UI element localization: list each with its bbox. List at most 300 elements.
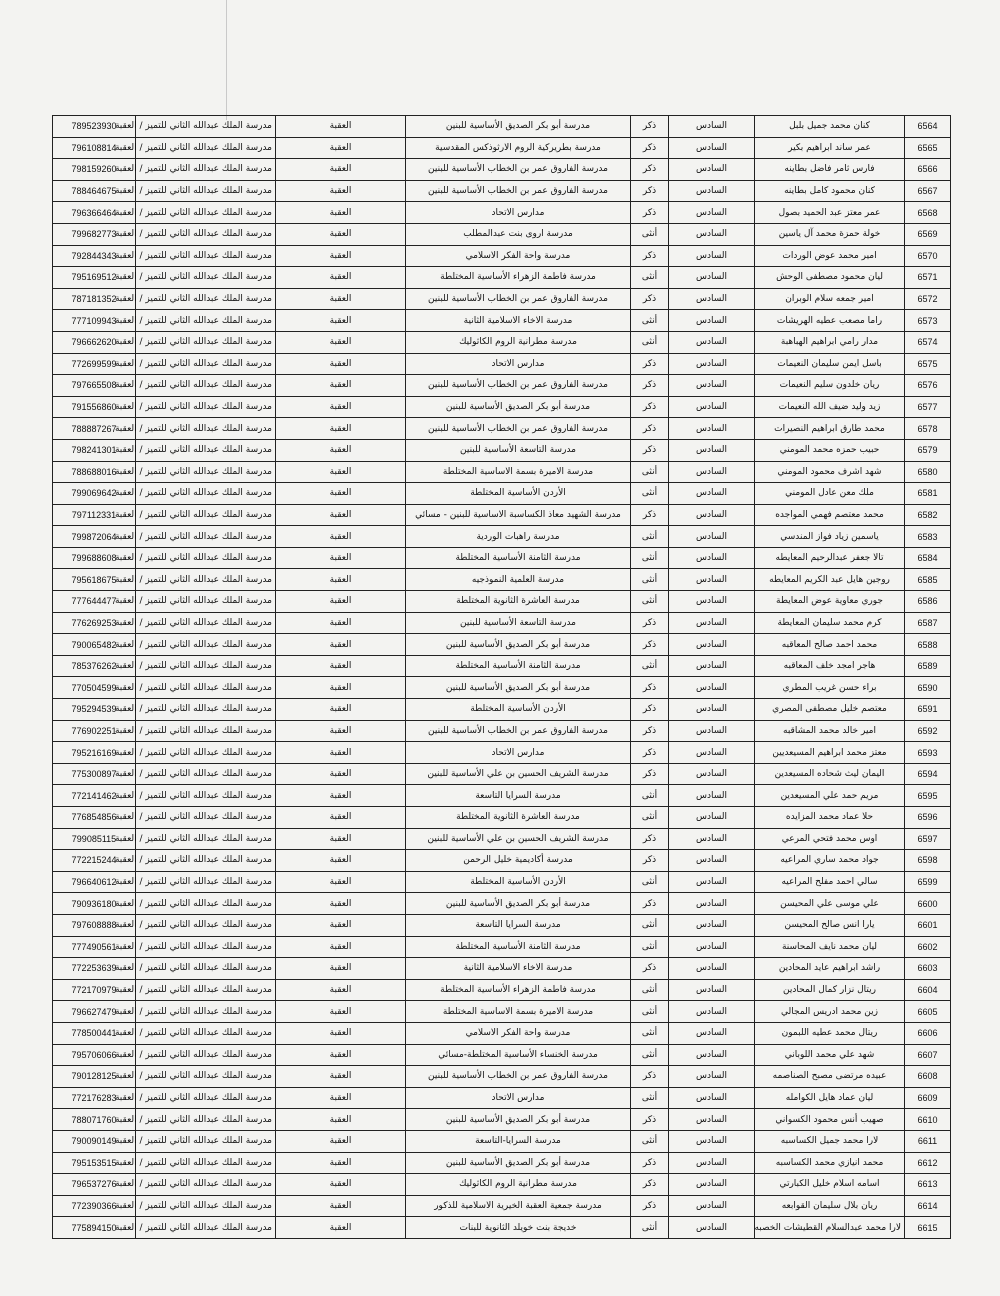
exam-center-cell: مدرسة الملك عبدالله الثاني للتميز / العقبة	[136, 871, 276, 893]
student-id-cell: 6594	[905, 763, 951, 785]
gender-cell: أنثى	[631, 936, 669, 958]
phone-cell: 772176283	[53, 1087, 136, 1109]
grade-cell: السادس	[669, 116, 755, 138]
city-cell: العقبة	[276, 699, 406, 721]
grade-cell: السادس	[669, 828, 755, 850]
school-cell: مدرسة التاسعة الأساسية للبنين	[406, 439, 631, 461]
student-name-cell: روجين هايل عبد الكريم المعايطه	[755, 569, 905, 591]
grade-cell: السادس	[669, 547, 755, 569]
school-cell: مدرسة السرايا التاسعة	[406, 785, 631, 807]
table-row	[53, 958, 951, 980]
exam-center-cell: مدرسة الملك عبدالله الثاني للتميز / العقبة	[136, 396, 276, 418]
student-id-cell: 6566	[905, 159, 951, 181]
gender-cell: أنثى	[631, 979, 669, 1001]
gender-cell: أنثى	[631, 1022, 669, 1044]
phone-cell: 790090149	[53, 1130, 136, 1152]
student-name-cell: معتز محمد ابراهيم المسيعديين	[755, 742, 905, 764]
city-cell: العقبة	[276, 1044, 406, 1066]
student-name-cell: مدار رامي ابراهيم الهباهبة	[755, 331, 905, 353]
student-name-cell: محمد معتصم فهمي المواجده	[755, 504, 905, 526]
exam-center-cell: مدرسة الملك عبدالله الثاني للتميز / العقبة	[136, 267, 276, 289]
gender-cell: ذكر	[631, 828, 669, 850]
grade-cell: السادس	[669, 1217, 755, 1239]
school-cell: مدرسة أبو بكر الصديق الأساسية للبنين	[406, 893, 631, 915]
student-id-cell: 6588	[905, 634, 951, 656]
gender-cell: ذكر	[631, 202, 669, 224]
phone-cell: 796108814	[53, 137, 136, 159]
grade-cell: السادس	[669, 180, 755, 202]
school-cell: مدرسة الفاروق عمر بن الخطاب الأساسية للبنين	[406, 720, 631, 742]
grade-cell: السادس	[669, 763, 755, 785]
city-cell: العقبة	[276, 418, 406, 440]
grade-cell: السادس	[669, 461, 755, 483]
gender-cell: ذكر	[631, 1066, 669, 1088]
exam-center-cell: مدرسة الملك عبدالله الثاني للتميز / العقبة	[136, 936, 276, 958]
grade-cell: السادس	[669, 850, 755, 872]
student-name-cell: خولة حمزة محمد آل ياسين	[755, 223, 905, 245]
student-name-cell: يارا انس صالح المحيسن	[755, 914, 905, 936]
table-row	[53, 418, 951, 440]
grade-cell: السادس	[669, 310, 755, 332]
table-row	[53, 1044, 951, 1066]
grade-cell: السادس	[669, 396, 755, 418]
exam-center-cell: مدرسة الملك عبدالله الثاني للتميز / العقبة	[136, 288, 276, 310]
table-row	[53, 612, 951, 634]
phone-cell: 772699599	[53, 353, 136, 375]
exam-center-cell: مدرسة الملك عبدالله الثاني للتميز / العقبة	[136, 116, 276, 138]
student-name-cell: ريان بلال سليمان القوابعه	[755, 1195, 905, 1217]
phone-cell: 790065482	[53, 634, 136, 656]
table-row	[53, 439, 951, 461]
student-name-cell: امير محمد عوض الوردات	[755, 245, 905, 267]
table-row	[53, 137, 951, 159]
table-row	[53, 936, 951, 958]
gender-cell: ذكر	[631, 137, 669, 159]
student-name-cell: هاجر امجد خلف المعاقبه	[755, 655, 905, 677]
city-cell: العقبة	[276, 677, 406, 699]
table-row	[53, 202, 951, 224]
grade-cell: السادس	[669, 245, 755, 267]
table-row	[53, 1130, 951, 1152]
table-row	[53, 245, 951, 267]
phone-cell: 799872064	[53, 526, 136, 548]
city-cell: العقبة	[276, 936, 406, 958]
exam-center-cell: مدرسة الملك عبدالله الثاني للتميز / العقبة	[136, 591, 276, 613]
grade-cell: السادس	[669, 483, 755, 505]
city-cell: العقبة	[276, 1022, 406, 1044]
student-name-cell: باسل ايمن سليمان النعيمات	[755, 353, 905, 375]
student-id-cell: 6582	[905, 504, 951, 526]
student-id-cell: 6579	[905, 439, 951, 461]
student-name-cell: ريان خلدون سليم النعيمات	[755, 375, 905, 397]
phone-cell: 799688608	[53, 547, 136, 569]
gender-cell: ذكر	[631, 180, 669, 202]
table-row	[53, 116, 951, 138]
phone-cell: 797112331	[53, 504, 136, 526]
school-cell: مدرسة الاميرة بسمة الاساسية المختلطة	[406, 1001, 631, 1023]
exam-center-cell: مدرسة الملك عبدالله الثاني للتميز / العقبة	[136, 958, 276, 980]
phone-cell: 790936180	[53, 893, 136, 915]
table-row	[53, 1152, 951, 1174]
table-row	[53, 569, 951, 591]
grade-cell: السادس	[669, 331, 755, 353]
student-id-cell: 6586	[905, 591, 951, 613]
school-cell: مدرسة الاميرة بسمة الاساسية المختلطة	[406, 461, 631, 483]
exam-center-cell: مدرسة الملك عبدالله الثاني للتميز / العقبة	[136, 202, 276, 224]
city-cell: العقبة	[276, 1130, 406, 1152]
exam-center-cell: مدرسة الملك عبدالله الثاني للتميز / العقبة	[136, 850, 276, 872]
city-cell: العقبة	[276, 159, 406, 181]
exam-center-cell: مدرسة الملك عبدالله الثاني للتميز / العقبة	[136, 461, 276, 483]
school-cell: مدرسة الشهيد معاذ الكساسبة الاساسية للبنين - مسائي	[406, 504, 631, 526]
student-id-cell: 6569	[905, 223, 951, 245]
exam-center-cell: مدرسة الملك عبدالله الثاني للتميز / العقبة	[136, 569, 276, 591]
exam-center-cell: مدرسة الملك عبدالله الثاني للتميز / العقبة	[136, 137, 276, 159]
city-cell: العقبة	[276, 526, 406, 548]
grade-cell: السادس	[669, 979, 755, 1001]
phone-cell: 778500441	[53, 1022, 136, 1044]
city-cell: العقبة	[276, 1087, 406, 1109]
table-row	[53, 828, 951, 850]
grade-cell: السادس	[669, 1001, 755, 1023]
city-cell: العقبة	[276, 1152, 406, 1174]
gender-cell: أنثى	[631, 1001, 669, 1023]
phone-cell: 789523930	[53, 116, 136, 138]
phone-cell: 795294539	[53, 699, 136, 721]
exam-center-cell: مدرسة الملك عبدالله الثاني للتميز / العقبة	[136, 353, 276, 375]
grade-cell: السادس	[669, 418, 755, 440]
city-cell: العقبة	[276, 375, 406, 397]
student-id-cell: 6593	[905, 742, 951, 764]
city-cell: العقبة	[276, 245, 406, 267]
exam-center-cell: مدرسة الملك عبدالله الثاني للتميز / العقبة	[136, 547, 276, 569]
city-cell: العقبة	[276, 331, 406, 353]
phone-cell: 796366464	[53, 202, 136, 224]
exam-center-cell: مدرسة الملك عبدالله الثاني للتميز / العقبة	[136, 1066, 276, 1088]
table-row	[53, 461, 951, 483]
gender-cell: أنثى	[631, 1087, 669, 1109]
table-row	[53, 591, 951, 613]
grade-cell: السادس	[669, 1130, 755, 1152]
table-body	[53, 116, 951, 1239]
student-name-cell: براء حسن غريب المطري	[755, 677, 905, 699]
city-cell: العقبة	[276, 267, 406, 289]
city-cell: العقبة	[276, 807, 406, 829]
table-row	[53, 1195, 951, 1217]
school-cell: مدرسة الفاروق عمر بن الخطاب الأساسية للبنين	[406, 375, 631, 397]
school-cell: مدرسة أبو بكر الصديق الأساسية للبنين	[406, 1152, 631, 1174]
school-cell: مدرسة السرايا التاسعة	[406, 914, 631, 936]
table-row	[53, 1001, 951, 1023]
table-row	[53, 763, 951, 785]
gender-cell: أنثى	[631, 223, 669, 245]
grade-cell: السادس	[669, 699, 755, 721]
table-row	[53, 634, 951, 656]
gender-cell: أنثى	[631, 785, 669, 807]
table-row	[53, 1174, 951, 1196]
school-cell: مدرسة الاخاء الاسلامية الثانية	[406, 958, 631, 980]
grade-cell: السادس	[669, 202, 755, 224]
city-cell: العقبة	[276, 483, 406, 505]
school-cell: مدرسة أبو بكر الصديق الأساسية للبنين	[406, 116, 631, 138]
student-id-cell: 6577	[905, 396, 951, 418]
city-cell: العقبة	[276, 1066, 406, 1088]
student-id-cell: 6609	[905, 1087, 951, 1109]
table-row	[53, 979, 951, 1001]
school-cell: الأردن الأساسية المختلطة	[406, 871, 631, 893]
phone-cell: 772390366	[53, 1195, 136, 1217]
gender-cell: ذكر	[631, 958, 669, 980]
phone-cell: 795216169	[53, 742, 136, 764]
table-row	[53, 914, 951, 936]
school-cell: مدارس الاتحاد	[406, 1087, 631, 1109]
city-cell: العقبة	[276, 1195, 406, 1217]
exam-center-cell: مدرسة الملك عبدالله الثاني للتميز / العقبة	[136, 655, 276, 677]
exam-center-cell: مدرسة الملك عبدالله الثاني للتميز / العقبة	[136, 979, 276, 1001]
student-id-cell: 6574	[905, 331, 951, 353]
phone-cell: 797665508	[53, 375, 136, 397]
school-cell: مدرسة الفاروق عمر بن الخطاب الأساسية للبنين	[406, 180, 631, 202]
student-name-cell: كرم محمد سليمان المعايطة	[755, 612, 905, 634]
city-cell: العقبة	[276, 591, 406, 613]
gender-cell: أنثى	[631, 310, 669, 332]
gender-cell: أنثى	[631, 1130, 669, 1152]
grade-cell: السادس	[669, 1087, 755, 1109]
phone-cell: 776902251	[53, 720, 136, 742]
student-id-cell: 6614	[905, 1195, 951, 1217]
table-row	[53, 396, 951, 418]
city-cell: العقبة	[276, 742, 406, 764]
grade-cell: السادس	[669, 526, 755, 548]
school-cell: مدرسة أبو بكر الصديق الأساسية للبنين	[406, 1109, 631, 1131]
grade-cell: السادس	[669, 914, 755, 936]
student-id-cell: 6589	[905, 655, 951, 677]
school-cell: مدرسة أكاديمية خليل الرحمن	[406, 850, 631, 872]
phone-cell: 799085115	[53, 828, 136, 850]
student-name-cell: لارا محمد عبدالسلام القطيشات الخصبه	[755, 1217, 905, 1239]
gender-cell: أنثى	[631, 547, 669, 569]
table-row	[53, 547, 951, 569]
city-cell: العقبة	[276, 1217, 406, 1239]
phone-cell: 785376262	[53, 655, 136, 677]
city-cell: العقبة	[276, 310, 406, 332]
student-id-cell: 6572	[905, 288, 951, 310]
city-cell: العقبة	[276, 763, 406, 785]
gender-cell: ذكر	[631, 353, 669, 375]
student-name-cell: معتصم خليل مصطفى المصري	[755, 699, 905, 721]
gender-cell: ذكر	[631, 634, 669, 656]
city-cell: العقبة	[276, 116, 406, 138]
grade-cell: السادس	[669, 785, 755, 807]
student-id-cell: 6571	[905, 267, 951, 289]
grade-cell: السادس	[669, 1152, 755, 1174]
exam-center-cell: مدرسة الملك عبدالله الثاني للتميز / العقبة	[136, 699, 276, 721]
phone-cell: 777644477	[53, 591, 136, 613]
table-row	[53, 742, 951, 764]
school-cell: مدرسة الخنساء الأساسية المختلطة-مسائي	[406, 1044, 631, 1066]
exam-center-cell: مدرسة الملك عبدالله الثاني للتميز / العقبة	[136, 1044, 276, 1066]
table-row	[53, 1022, 951, 1044]
exam-center-cell: مدرسة الملك عبدالله الثاني للتميز / العقبة	[136, 742, 276, 764]
city-cell: العقبة	[276, 547, 406, 569]
gender-cell: أنثى	[631, 914, 669, 936]
table-row	[53, 331, 951, 353]
table-row	[53, 267, 951, 289]
student-name-cell: اسامه اسلام خليل الكبارتي	[755, 1174, 905, 1196]
school-cell: مدرسة التاسعة الأساسية للبنين	[406, 612, 631, 634]
city-cell: العقبة	[276, 1174, 406, 1196]
table-row	[53, 699, 951, 721]
grade-cell: السادس	[669, 504, 755, 526]
city-cell: العقبة	[276, 1001, 406, 1023]
student-id-cell: 6575	[905, 353, 951, 375]
student-list-sheet	[52, 115, 950, 1239]
grade-cell: السادس	[669, 1022, 755, 1044]
school-cell: مدرسة العاشرة الثانوية المختلطة	[406, 591, 631, 613]
school-cell: مدرسة اروى بنت عبدالمطلب	[406, 223, 631, 245]
phone-cell: 795169512	[53, 267, 136, 289]
gender-cell: ذكر	[631, 396, 669, 418]
student-id-cell: 6601	[905, 914, 951, 936]
exam-center-cell: مدرسة الملك عبدالله الثاني للتميز / العقبة	[136, 785, 276, 807]
grade-cell: السادس	[669, 612, 755, 634]
gender-cell: ذكر	[631, 375, 669, 397]
school-cell: مدارس الاتحاد	[406, 742, 631, 764]
phone-cell: 788071760	[53, 1109, 136, 1131]
table-row	[53, 1066, 951, 1088]
phone-cell: 788464675	[53, 180, 136, 202]
gender-cell: ذكر	[631, 1195, 669, 1217]
gender-cell: أنثى	[631, 569, 669, 591]
school-cell: مدرسة الفاروق عمر بن الخطاب الأساسية للبنين	[406, 288, 631, 310]
student-id-cell: 6596	[905, 807, 951, 829]
student-name-cell: زين محمد ادريس المجالي	[755, 1001, 905, 1023]
gender-cell: أنثى	[631, 267, 669, 289]
table-row	[53, 159, 951, 181]
school-cell: مدرسة أبو بكر الصديق الأساسية للبنين	[406, 677, 631, 699]
city-cell: العقبة	[276, 137, 406, 159]
student-id-cell: 6607	[905, 1044, 951, 1066]
phone-cell: 796627479	[53, 1001, 136, 1023]
phone-cell: 776854856	[53, 807, 136, 829]
school-cell: مدرسة الثامنة الأساسية المختلطة	[406, 936, 631, 958]
table-row	[53, 223, 951, 245]
gender-cell: ذكر	[631, 1109, 669, 1131]
grade-cell: السادس	[669, 1174, 755, 1196]
grade-cell: السادس	[669, 159, 755, 181]
table-row	[53, 375, 951, 397]
phone-cell: 787181352	[53, 288, 136, 310]
grade-cell: السادس	[669, 569, 755, 591]
grade-cell: السادس	[669, 807, 755, 829]
grade-cell: السادس	[669, 1109, 755, 1131]
gender-cell: ذكر	[631, 850, 669, 872]
city-cell: العقبة	[276, 612, 406, 634]
table-row	[53, 1087, 951, 1109]
phone-cell: 788688016	[53, 461, 136, 483]
table-row	[53, 180, 951, 202]
grade-cell: السادس	[669, 137, 755, 159]
gender-cell: أنثى	[631, 526, 669, 548]
grade-cell: السادس	[669, 871, 755, 893]
grade-cell: السادس	[669, 936, 755, 958]
table-row	[53, 893, 951, 915]
student-name-cell: علي موسى علي المحيسن	[755, 893, 905, 915]
school-cell: مدرسة بطريركية الروم الارثوذكس المقدسية	[406, 137, 631, 159]
student-name-cell: مريم حمد علي المسيعدين	[755, 785, 905, 807]
exam-center-cell: مدرسة الملك عبدالله الثاني للتميز / العقبة	[136, 375, 276, 397]
city-cell: العقبة	[276, 504, 406, 526]
student-id-cell: 6570	[905, 245, 951, 267]
phone-cell: 796662620	[53, 331, 136, 353]
student-name-cell: ياسمين زياد فواز المندسي	[755, 526, 905, 548]
student-name-cell: سالي احمد مفلح المراعيه	[755, 871, 905, 893]
exam-center-cell: مدرسة الملك عبدالله الثاني للتميز / العقبة	[136, 720, 276, 742]
student-id-cell: 6605	[905, 1001, 951, 1023]
table-row	[53, 1217, 951, 1239]
student-id-cell: 6604	[905, 979, 951, 1001]
phone-cell: 795153515	[53, 1152, 136, 1174]
student-name-cell: ريتال نزار كمال المحادين	[755, 979, 905, 1001]
school-cell: مدرسة العلمية النموذجيه	[406, 569, 631, 591]
student-name-cell: صهيب أنس محمود الكسواني	[755, 1109, 905, 1131]
student-name-cell: راما مصعب عطيه الهريشات	[755, 310, 905, 332]
student-name-cell: اوس محمد فتحي المرعي	[755, 828, 905, 850]
student-name-cell: ليان محمد نايف المحاسنة	[755, 936, 905, 958]
gender-cell: ذكر	[631, 504, 669, 526]
grade-cell: السادس	[669, 267, 755, 289]
phone-cell: 777109943	[53, 310, 136, 332]
city-cell: العقبة	[276, 439, 406, 461]
city-cell: العقبة	[276, 569, 406, 591]
city-cell: العقبة	[276, 634, 406, 656]
student-id-cell: 6615	[905, 1217, 951, 1239]
exam-center-cell: مدرسة الملك عبدالله الثاني للتميز / العقبة	[136, 418, 276, 440]
school-cell: مدرسة الفاروق عمر بن الخطاب الأساسية للبنين	[406, 418, 631, 440]
student-id-cell: 6610	[905, 1109, 951, 1131]
exam-center-cell: مدرسة الملك عبدالله الثاني للتميز / العقبة	[136, 1001, 276, 1023]
city-cell: العقبة	[276, 958, 406, 980]
school-cell: مدرسة راهبات الوردية	[406, 526, 631, 548]
grade-cell: السادس	[669, 677, 755, 699]
school-cell: مدرسة الاخاء الاسلامية الثانية	[406, 310, 631, 332]
gender-cell: ذكر	[631, 677, 669, 699]
exam-center-cell: مدرسة الملك عبدالله الثاني للتميز / العقبة	[136, 526, 276, 548]
grade-cell: السادس	[669, 1044, 755, 1066]
student-name-cell: كنان محمود كامل بطاينه	[755, 180, 905, 202]
school-cell: مدرسة واحة الفكر الاسلامي	[406, 1022, 631, 1044]
gender-cell: ذكر	[631, 288, 669, 310]
gender-cell: ذكر	[631, 742, 669, 764]
exam-center-cell: مدرسة الملك عبدالله الثاني للتميز / العقبة	[136, 504, 276, 526]
exam-center-cell: مدرسة الملك عبدالله الثاني للتميز / العقبة	[136, 763, 276, 785]
gender-cell: ذكر	[631, 1152, 669, 1174]
exam-center-cell: مدرسة الملك عبدالله الثاني للتميز / العقبة	[136, 483, 276, 505]
student-id-cell: 6591	[905, 699, 951, 721]
table-row	[53, 655, 951, 677]
student-id-cell: 6592	[905, 720, 951, 742]
student-name-cell: محمد انيازي محمد الكساسبه	[755, 1152, 905, 1174]
grade-cell: السادس	[669, 958, 755, 980]
phone-cell: 797608888	[53, 914, 136, 936]
gender-cell: ذكر	[631, 116, 669, 138]
exam-center-cell: مدرسة الملك عبدالله الثاني للتميز / العقبة	[136, 245, 276, 267]
exam-center-cell: مدرسة الملك عبدالله الثاني للتميز / العقبة	[136, 807, 276, 829]
phone-cell: 775894150	[53, 1217, 136, 1239]
school-cell: خديجة بنت خويلد الثانوية للبنات	[406, 1217, 631, 1239]
grade-cell: السادس	[669, 591, 755, 613]
city-cell: العقبة	[276, 720, 406, 742]
